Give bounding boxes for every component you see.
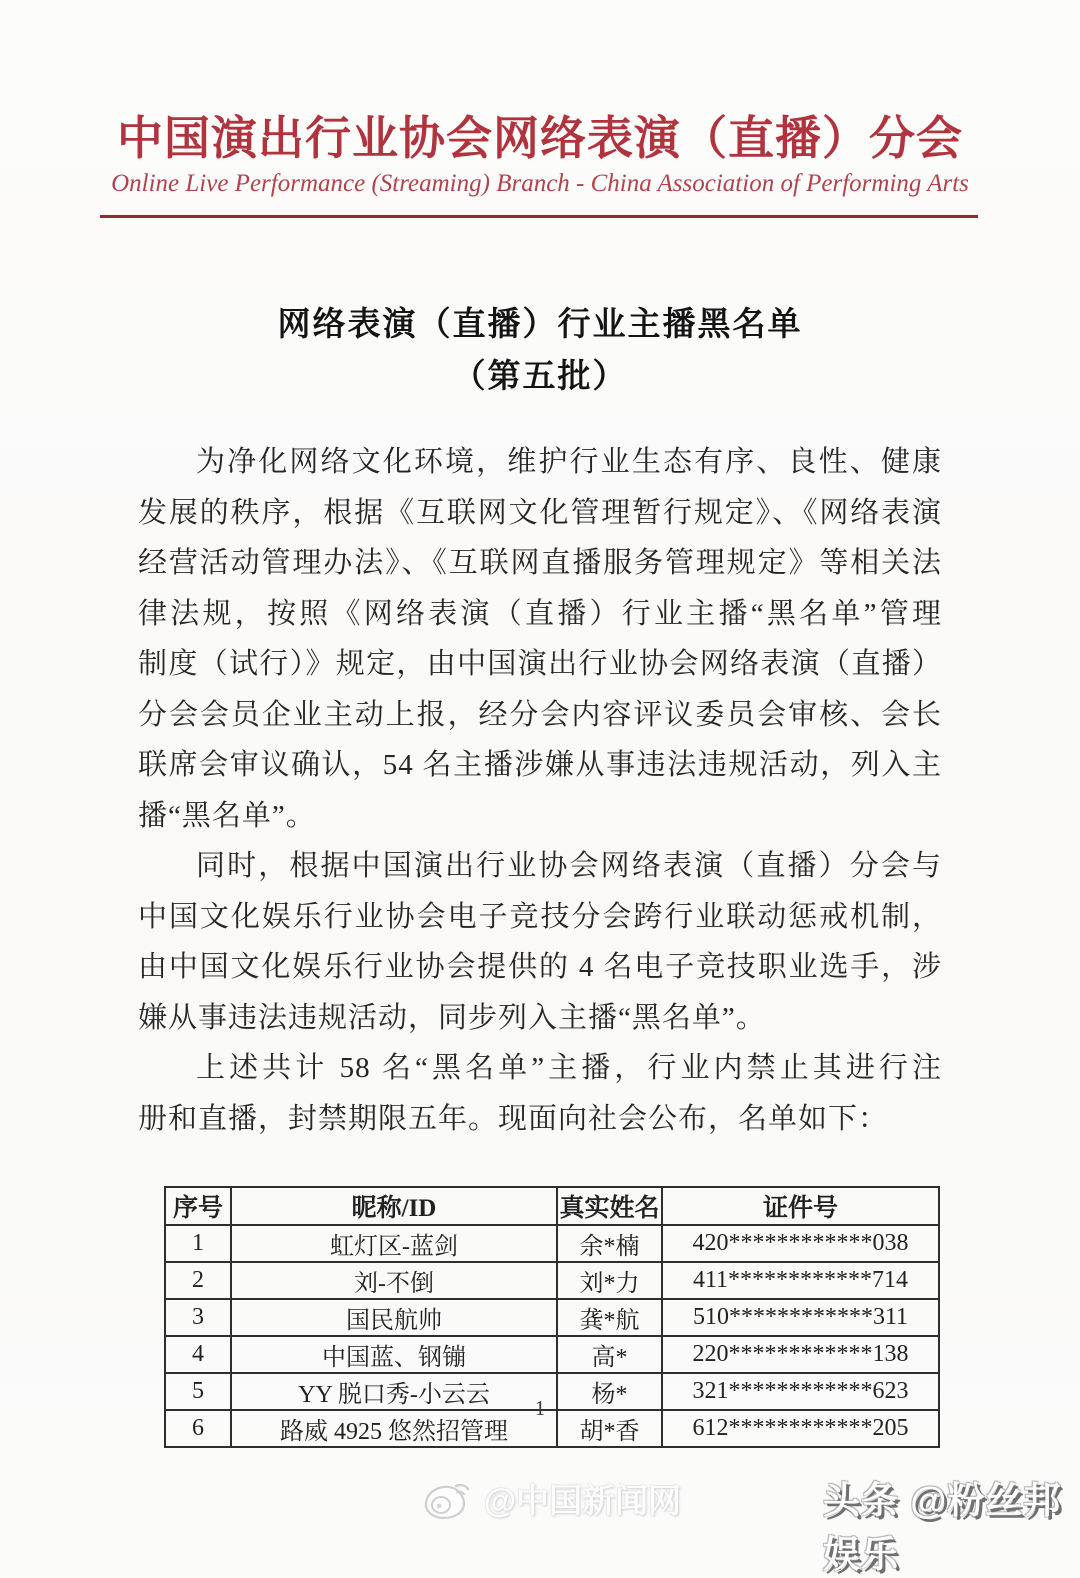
toutiao-watermark: 头条 @粉丝邦娱乐 [823,1480,1062,1575]
body-line: 同时，根据中国演出行业协会网络表演（直播）分会与 [196,850,942,882]
body-line: 播“黑名单”。 [138,799,316,832]
cell-index: 6 [165,1410,231,1447]
cell-idnumber: 510************311 [662,1299,939,1336]
cell-nickname: 虹灯区-蓝剑 [231,1225,557,1262]
cell-index: 2 [165,1262,231,1299]
body-line: 为净化网络文化环境，维护行业生态有序、良性、健康 [196,446,942,478]
body-line: 册和直播，封禁期限五年。现面向社会公布，名单如下： [138,1102,889,1135]
org-name-english: Online Live Performance (Streaming) Branch - China Association of Performing Arts [111,170,969,197]
document-body [138,437,942,1144]
cell-nickname: 中国蓝、钢镚 [231,1336,557,1373]
cell-realname: 杨* [557,1373,662,1410]
weibo-icon [420,1474,476,1522]
weibo-watermark-text: @中国新闻网 [484,1481,682,1519]
cell-nickname: 刘-不倒 [231,1262,557,1299]
cell-realname: 高* [557,1336,662,1373]
cell-nickname: 国民航帅 [231,1299,557,1336]
body-line: 分会会员企业主动上报，经分会内容评议委员会审核、会长 [138,698,942,731]
col-header-idnumber: 证件号 [662,1187,939,1225]
body-line: 嫌从事违法违规活动，同步列入主播“黑名单”。 [138,1001,766,1034]
body-line: 由中国文化娱乐行业协会提供的 4 名电子竞技职业选手，涉 [138,951,942,983]
body-line: 中国文化娱乐行业协会电子竞技分会跨行业联动惩戒机制， [138,900,942,933]
table-row [165,1299,939,1336]
body-line: 发展的秩序，根据《互联网文化管理暂行规定》、《网络表演 [138,496,942,529]
body-line: 联席会审议确认，54 名主播涉嫌从事违法违规活动，列入主 [138,749,942,781]
cell-idnumber: 220************138 [662,1336,939,1373]
table-header-row [165,1187,939,1225]
weibo-watermark [420,1474,681,1522]
table-row [165,1336,939,1373]
cell-realname: 余*楠 [557,1225,662,1262]
page-number: 1 [534,1396,546,1420]
cell-idnumber: 321************623 [662,1373,939,1410]
cell-index: 4 [165,1336,231,1373]
cell-idnumber: 612************205 [662,1410,939,1447]
cell-nickname: YY 脱口秀-小云云 [231,1373,557,1410]
body-line: 上述共计 58 名“黑名单”主播，行业内禁止其进行注 [196,1052,942,1084]
org-name-chinese: 中国演出行业协会网络表演（直播）分会 [117,113,963,164]
cell-idnumber: 411************714 [662,1262,939,1299]
col-header-index: 序号 [165,1187,231,1225]
cell-index: 1 [165,1225,231,1262]
cell-realname: 胡*香 [557,1410,662,1447]
col-header-nickname: 昵称/ID [231,1187,557,1225]
cell-index: 5 [165,1373,231,1410]
col-header-realname: 真实姓名 [557,1187,662,1225]
cell-index: 3 [165,1299,231,1336]
body-line: 制度（试行）》规定，由中国演出行业协会网络表演（直播） [138,648,942,680]
table-row [165,1262,939,1299]
table-row [165,1225,939,1262]
cell-nickname: 路威 4925 悠然招管理 [231,1410,557,1447]
document-subtitle-batch: （第五批） [452,359,628,395]
document-title: 网络表演（直播）行业主播黑名单 [277,307,803,343]
letterhead-divider [100,215,978,218]
cell-realname: 刘*力 [557,1262,662,1299]
cell-idnumber: 420************038 [662,1225,939,1262]
body-line: 经营活动管理办法》、《互联网直播服务管理规定》等相关法 [138,547,942,579]
body-line: 律法规，按照《网络表演（直播）行业主播“黑名单”管理 [138,597,942,630]
cell-realname: 龚*航 [557,1299,662,1336]
